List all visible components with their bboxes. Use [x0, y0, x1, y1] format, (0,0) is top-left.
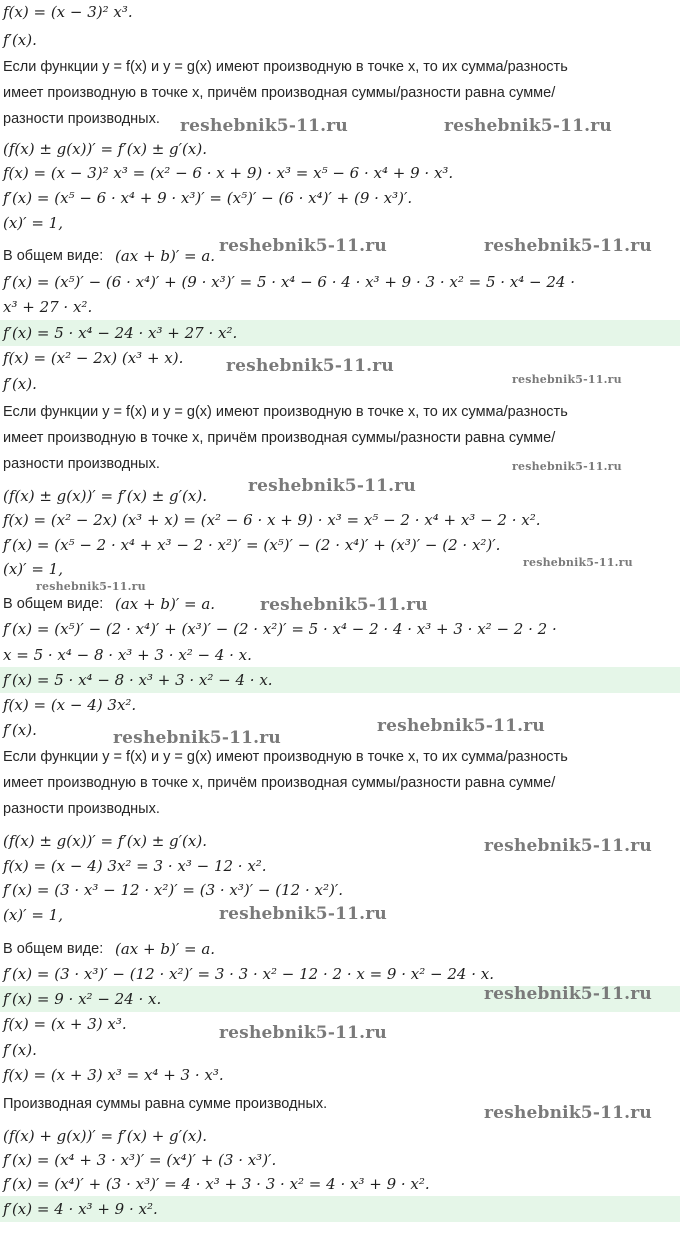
formula-line: (x)′ = 1, — [3, 560, 63, 578]
watermark: reshebnik5-11.ru — [484, 236, 652, 256]
answer-line: f′(x) = 4 · x³ + 9 · x². — [3, 1200, 158, 1218]
general-form-label: В общем виде: — [3, 596, 104, 612]
watermark: reshebnik5-11.ru — [180, 116, 348, 136]
general-form-formula: (ax + b)′ = a. — [115, 940, 216, 958]
answer-line: f′(x) = 5 · x⁴ − 24 · x³ + 27 · x². — [3, 324, 238, 342]
watermark: reshebnik5-11.ru — [113, 728, 281, 748]
formula-line: f′(x) = (x⁵ − 6 · x⁴ + 9 · x³)′ = (x⁵)′ − (6 · x⁴)′ + (9 · x³)′. — [3, 189, 413, 207]
watermark: reshebnik5-11.ru — [36, 580, 146, 593]
rule-text-line: имеет производную в точке x, причём производная суммы/разности равна сумме/ — [3, 85, 556, 101]
watermark: reshebnik5-11.ru — [260, 595, 428, 615]
formula-line: (x)′ = 1, — [3, 214, 63, 232]
formula-line: (f(x) ± g(x))′ = f′(x) ± g′(x). — [3, 487, 207, 505]
rule-text-line: Если функции y = f(x) и y = g(x) имеют производную в точке x, то их сумма/разность — [3, 404, 568, 420]
rule-text-line: имеет производную в точке x, причём производная суммы/разности равна сумме/ — [3, 775, 556, 791]
formula-line: f′(x) = (x⁵)′ − (6 · x⁴)′ + (9 · x³)′ = 5 · x⁴ − 6 · 4 · x³ + 9 · 3 · x² = 5 · x⁴ − 24 · — [3, 273, 575, 291]
find-derivative: f′(x). — [3, 375, 37, 393]
formula-line: f′(x) = (3 · x³)′ − (12 · x²)′ = 3 · 3 · x² − 12 · 2 · x = 9 · x² − 24 · x. — [3, 965, 494, 983]
function-definition: f(x) = (x² − 2x) (x³ + x). — [3, 349, 184, 367]
formula-line: (f(x) + g(x))′ = f′(x) + g′(x). — [3, 1127, 207, 1145]
formula-line: f′(x) = (x⁴)′ + (3 · x³)′ = 4 · x³ + 3 · 3 · x² = 4 · x³ + 9 · x². — [3, 1175, 430, 1193]
general-form-label: В общем виде: — [3, 248, 104, 264]
watermark: reshebnik5-11.ru — [444, 116, 612, 136]
formula-line: f′(x) = (x⁵)′ − (2 · x⁴)′ + (x³)′ − (2 · x²)′ = 5 · x⁴ − 2 · 4 · x³ + 3 · x² − 2 · 2 · — [3, 620, 557, 638]
watermark: reshebnik5-11.ru — [219, 1023, 387, 1043]
find-derivative: f′(x). — [3, 1041, 37, 1059]
answer-line: f′(x) = 5 · x⁴ − 8 · x³ + 3 · x² − 4 · x. — [3, 671, 273, 689]
formula-line: (f(x) ± g(x))′ = f′(x) ± g′(x). — [3, 140, 207, 158]
find-derivative: f′(x). — [3, 31, 37, 49]
rule-text-line: разности производных. — [3, 801, 160, 817]
formula-line: f′(x) = (x⁵ − 2 · x⁴ + x³ − 2 · x²)′ = (x⁵)′ − (2 · x⁴)′ + (x³)′ − (2 · x²)′. — [3, 536, 501, 554]
formula-line: f′(x) = (3 · x³ − 12 · x²)′ = (3 · x³)′ − (12 · x²)′. — [3, 881, 344, 899]
rule-text-line: Производная суммы равна сумме производных. — [3, 1096, 328, 1112]
rule-text-line: Если функции y = f(x) и y = g(x) имеют производную в точке x, то их сумма/разность — [3, 749, 568, 765]
function-definition: f(x) = (x − 4) 3x². — [3, 696, 137, 714]
formula-line: f′(x) = (x⁴ + 3 · x³)′ = (x⁴)′ + (3 · x³)′. — [3, 1151, 277, 1169]
watermark: reshebnik5-11.ru — [512, 373, 622, 386]
watermark: reshebnik5-11.ru — [219, 236, 387, 256]
watermark: reshebnik5-11.ru — [523, 556, 633, 569]
function-definition: f(x) = (x − 3)² x³. — [3, 3, 133, 21]
rule-text-line: разности производных. — [3, 456, 160, 472]
watermark: reshebnik5-11.ru — [377, 716, 545, 736]
watermark: reshebnik5-11.ru — [248, 476, 416, 496]
function-definition: f(x) = (x + 3) x³. — [3, 1015, 127, 1033]
formula-line: f(x) = (x + 3) x³ = x⁴ + 3 · x³. — [3, 1066, 224, 1084]
answer-line: f′(x) = 9 · x² − 24 · x. — [3, 990, 162, 1008]
general-form-label: В общем виде: — [3, 941, 104, 957]
formula-line: x³ + 27 · x². — [3, 298, 93, 316]
rule-text-line: разности производных. — [3, 111, 160, 127]
formula-line: f(x) = (x² − 2x) (x³ + x) = (x² − 6 · x + 9) · x³ = x⁵ − 2 · x⁴ + x³ − 2 · x². — [3, 511, 541, 529]
formula-line: (x)′ = 1, — [3, 906, 63, 924]
rule-text-line: имеет производную в точке x, причём производная суммы/разности равна сумме/ — [3, 430, 556, 446]
watermark: reshebnik5-11.ru — [512, 460, 622, 473]
watermark: reshebnik5-11.ru — [484, 836, 652, 856]
rule-text-line: Если функции y = f(x) и y = g(x) имеют производную в точке x, то их сумма/разность — [3, 59, 568, 75]
formula-line: x = 5 · x⁴ − 8 · x³ + 3 · x² − 4 · x. — [3, 646, 252, 664]
general-form-formula: (ax + b)′ = a. — [115, 595, 216, 613]
general-form-formula: (ax + b)′ = a. — [115, 247, 216, 265]
formula-line: (f(x) ± g(x))′ = f′(x) ± g′(x). — [3, 832, 207, 850]
find-derivative: f′(x). — [3, 721, 37, 739]
watermark: reshebnik5-11.ru — [484, 984, 652, 1004]
watermark: reshebnik5-11.ru — [219, 904, 387, 924]
watermark: reshebnik5-11.ru — [226, 356, 394, 376]
watermark: reshebnik5-11.ru — [484, 1103, 652, 1123]
formula-line: f(x) = (x − 4) 3x² = 3 · x³ − 12 · x². — [3, 857, 267, 875]
formula-line: f(x) = (x − 3)² x³ = (x² − 6 · x + 9) · x³ = x⁵ − 6 · x⁴ + 9 · x³. — [3, 164, 454, 182]
